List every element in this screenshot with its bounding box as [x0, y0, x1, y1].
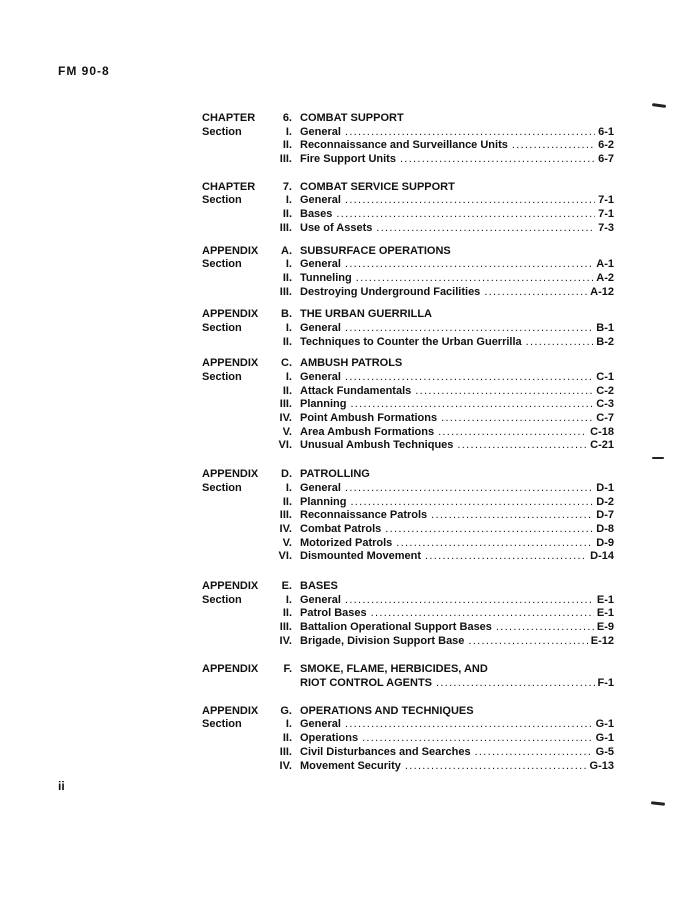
- entry-title[interactable]: Destroying Underground Facilities: [300, 285, 481, 298]
- toc-block: [202, 580, 614, 648]
- toc-entry[interactable]: [202, 677, 614, 691]
- section-number: II.: [282, 208, 292, 221]
- toc-entry[interactable]: [202, 398, 614, 412]
- leader-dots: [425, 550, 587, 564]
- toc-entry[interactable]: [202, 412, 614, 426]
- leader-dots: [350, 496, 593, 510]
- entry-title[interactable]: Planning: [300, 495, 347, 508]
- entry-page[interactable]: G-5: [595, 745, 614, 758]
- section-number: VI.: [278, 550, 292, 563]
- table-of-contents: [202, 112, 614, 773]
- division-number: C.: [281, 357, 292, 370]
- toc-entry[interactable]: [202, 760, 614, 774]
- entry-page[interactable]: G-13: [589, 759, 614, 772]
- leader-dots: [475, 746, 593, 760]
- entry-title[interactable]: General: [300, 258, 341, 271]
- entry-page[interactable]: E-9: [596, 621, 614, 633]
- toc-entry[interactable]: [202, 208, 614, 222]
- section-number: III.: [279, 745, 292, 758]
- division-kind: APPENDIX: [202, 468, 259, 481]
- leader-dots: [345, 322, 593, 336]
- division-number: 7.: [282, 180, 292, 193]
- leader-dots: [345, 126, 595, 140]
- section-number: II.: [282, 335, 292, 348]
- leader-dots: [345, 594, 594, 608]
- toc-entry[interactable]: [202, 594, 614, 608]
- section-number: II.: [282, 607, 292, 620]
- toc-block: [202, 112, 614, 167]
- entry-title[interactable]: Dismounted Movement: [300, 550, 422, 563]
- toc-entry[interactable]: [202, 635, 614, 649]
- toc-heading-line: [202, 181, 614, 195]
- entry-title[interactable]: General: [300, 194, 341, 207]
- entry-title[interactable]: Point Ambush Formations: [300, 412, 438, 425]
- entry-page[interactable]: C-1: [596, 371, 614, 383]
- entry-title[interactable]: Use of Assets: [300, 221, 373, 234]
- entry-page[interactable]: E-12: [590, 634, 614, 647]
- leader-dots: [376, 222, 595, 236]
- section-number: III.: [279, 398, 292, 411]
- toc-heading-line: [202, 245, 614, 259]
- toc-entry[interactable]: [202, 537, 614, 551]
- section-number: II.: [282, 271, 292, 284]
- entry-title[interactable]: Planning: [300, 398, 347, 411]
- section-number: III.: [279, 621, 292, 633]
- entry-title[interactable]: Reconnaissance Patrols: [300, 509, 428, 522]
- entry-page[interactable]: G-1: [595, 718, 614, 731]
- leader-dots: [345, 482, 593, 496]
- leader-dots: [362, 732, 593, 746]
- entry-title[interactable]: General: [300, 481, 341, 494]
- toc-entry[interactable]: [202, 426, 614, 440]
- entry-page[interactable]: F-1: [597, 677, 614, 690]
- leader-dots: [371, 607, 594, 621]
- toc-entry[interactable]: [202, 336, 614, 350]
- entry-title[interactable]: Battalion Operational Support Bases: [300, 621, 492, 633]
- entry-title[interactable]: Movement Security: [300, 759, 401, 772]
- entry-page[interactable]: B-1: [596, 321, 614, 334]
- toc-entry[interactable]: [202, 222, 614, 236]
- division-kind: APPENDIX: [202, 663, 259, 676]
- entry-page[interactable]: C-2: [596, 384, 614, 397]
- toc-entry[interactable]: [202, 496, 614, 510]
- section-number: III.: [279, 509, 292, 522]
- entry-title[interactable]: Combat Patrols: [300, 522, 382, 535]
- division-kind: CHAPTER: [202, 112, 256, 124]
- division-kind: APPENDIX: [202, 308, 259, 321]
- leader-dots: [345, 194, 595, 208]
- toc-entry[interactable]: [202, 126, 614, 140]
- toc-entry[interactable]: [202, 550, 614, 564]
- entry-page[interactable]: C-7: [596, 412, 614, 425]
- toc-entry[interactable]: [202, 371, 614, 385]
- section-number: III.: [279, 153, 292, 166]
- entry-title[interactable]: Fire Support Units: [300, 153, 396, 166]
- division-kind: APPENDIX: [202, 579, 259, 592]
- section-number: IV.: [279, 522, 292, 535]
- section-label: Section: [202, 593, 242, 606]
- leader-dots: [345, 371, 593, 385]
- section-number: I.: [285, 321, 292, 334]
- toc-heading-line: [202, 308, 614, 322]
- division-heading[interactable]: SMOKE, FLAME, HERBICIDES, AND: [300, 663, 488, 676]
- toc-heading-line: [202, 663, 614, 677]
- section-number: I.: [285, 718, 292, 731]
- toc-heading-line: [202, 468, 614, 482]
- toc-entry[interactable]: [202, 621, 614, 635]
- toc-entry[interactable]: [202, 732, 614, 746]
- division-heading[interactable]: SUBSURFACE OPERATIONS: [300, 244, 451, 257]
- leader-dots: [415, 385, 593, 399]
- section-number: IV.: [279, 634, 292, 647]
- section-number: IV.: [279, 412, 292, 425]
- division-heading[interactable]: THE URBAN GUERRILLA: [300, 308, 432, 321]
- section-number: II.: [282, 384, 292, 397]
- entry-page[interactable]: D-1: [596, 481, 614, 494]
- section-label: Section: [202, 321, 242, 334]
- division-kind: APPENDIX: [202, 704, 259, 717]
- leader-dots: [400, 153, 595, 167]
- leader-dots: [436, 677, 595, 691]
- leader-dots: [484, 286, 587, 300]
- division-heading[interactable]: COMBAT SERVICE SUPPORT: [300, 180, 455, 193]
- entry-title[interactable]: Unusual Ambush Techniques: [300, 439, 454, 452]
- section-label: Section: [202, 258, 242, 271]
- section-number: III.: [279, 221, 292, 234]
- entry-page[interactable]: 7-1: [598, 208, 614, 221]
- entry-title[interactable]: Bases: [300, 208, 333, 221]
- toc-entry[interactable]: [202, 139, 614, 153]
- entry-page[interactable]: A-12: [590, 285, 614, 298]
- leader-dots: [457, 439, 587, 453]
- section-number: I.: [285, 125, 292, 138]
- entry-page[interactable]: D-2: [596, 495, 614, 508]
- toc-heading-line: [202, 357, 614, 371]
- division-number: E.: [281, 579, 292, 592]
- section-label: Section: [202, 194, 242, 207]
- toc-entry[interactable]: [202, 718, 614, 732]
- entry-page[interactable]: A-2: [596, 271, 614, 284]
- section-number: VI.: [278, 439, 292, 452]
- division-heading[interactable]: AMBUSH PATROLS: [300, 357, 403, 370]
- leader-dots: [350, 398, 593, 412]
- section-number: II.: [282, 732, 292, 745]
- entry-page[interactable]: A-1: [596, 258, 614, 271]
- toc-entry[interactable]: [202, 153, 614, 167]
- entry-page[interactable]: 6-2: [598, 139, 614, 152]
- toc-entry[interactable]: [202, 272, 614, 286]
- entry-page[interactable]: 7-1: [598, 194, 614, 207]
- toc-block: [202, 357, 614, 453]
- leader-dots: [345, 258, 593, 272]
- section-number: III.: [279, 285, 292, 298]
- toc-entry[interactable]: [202, 286, 614, 300]
- entry-title[interactable]: RIOT CONTROL AGENTS: [300, 677, 432, 690]
- leader-dots: [526, 336, 594, 350]
- entry-title[interactable]: Brigade, Division Support Base: [300, 634, 465, 647]
- section-number: I.: [285, 194, 292, 207]
- entry-title[interactable]: General: [300, 593, 341, 606]
- entry-page[interactable]: 7-3: [598, 221, 614, 234]
- section-label: Section: [202, 481, 242, 494]
- leader-dots: [438, 426, 587, 440]
- division-kind: APPENDIX: [202, 244, 259, 257]
- entry-page[interactable]: C-21: [590, 439, 614, 452]
- division-heading[interactable]: PATROLLING: [300, 468, 370, 481]
- section-number: IV.: [279, 759, 292, 772]
- entry-page[interactable]: D-14: [590, 550, 614, 563]
- entry-title[interactable]: Civil Disturbances and Searches: [300, 745, 471, 758]
- entry-page[interactable]: D-7: [596, 509, 614, 522]
- entry-page[interactable]: E-1: [596, 593, 614, 606]
- entry-title[interactable]: Motorized Patrols: [300, 536, 393, 549]
- entry-title[interactable]: Area Ambush Formations: [300, 425, 435, 438]
- toc-entry[interactable]: [202, 607, 614, 621]
- leader-dots: [405, 760, 587, 774]
- toc-entry[interactable]: [202, 439, 614, 453]
- division-number: F.: [283, 663, 292, 676]
- toc-entry[interactable]: [202, 746, 614, 760]
- entry-title[interactable]: Techniques to Counter the Urban Guerrilla: [300, 335, 522, 348]
- toc-block: [202, 308, 614, 349]
- leader-dots: [468, 635, 587, 649]
- entry-page[interactable]: B-2: [596, 335, 614, 348]
- scan-mark: [652, 103, 666, 108]
- toc-block: [202, 181, 614, 236]
- entry-page[interactable]: 6-1: [598, 125, 614, 138]
- scan-mark: [651, 801, 665, 805]
- leader-dots: [496, 621, 594, 635]
- section-label: Section: [202, 718, 242, 731]
- toc-heading-line: [202, 112, 614, 126]
- entry-title[interactable]: General: [300, 321, 341, 334]
- entry-title[interactable]: Operations: [300, 732, 359, 745]
- toc-block: [202, 468, 614, 564]
- entry-title[interactable]: General: [300, 371, 341, 383]
- entry-title[interactable]: Tunneling: [300, 271, 352, 284]
- division-number: 6.: [282, 112, 292, 124]
- division-number: G.: [280, 704, 292, 717]
- section-number: V.: [282, 425, 292, 438]
- leader-dots: [336, 208, 595, 222]
- entry-title[interactable]: Patrol Bases: [300, 607, 367, 620]
- leader-dots: [512, 139, 595, 153]
- division-heading[interactable]: COMBAT SUPPORT: [300, 112, 404, 124]
- division-number: B.: [281, 308, 292, 321]
- toc-heading-line: [202, 705, 614, 719]
- entry-page[interactable]: D-8: [596, 522, 614, 535]
- entry-title[interactable]: General: [300, 718, 341, 731]
- section-number: I.: [285, 593, 292, 606]
- entry-title[interactable]: Reconnaissance and Surveillance Units: [300, 139, 508, 152]
- toc-entry[interactable]: [202, 194, 614, 208]
- toc-entry[interactable]: [202, 258, 614, 272]
- toc-entry[interactable]: [202, 523, 614, 537]
- entry-page[interactable]: E-1: [596, 607, 614, 620]
- entry-page[interactable]: 6-7: [598, 153, 614, 166]
- toc-block: [202, 245, 614, 300]
- section-number: I.: [285, 258, 292, 271]
- toc-block: [202, 705, 614, 773]
- division-number: A.: [281, 244, 292, 257]
- leader-dots: [396, 537, 593, 551]
- toc-entry[interactable]: [202, 509, 614, 523]
- section-number: II.: [282, 139, 292, 152]
- section-number: I.: [285, 371, 292, 383]
- toc-entry[interactable]: [202, 385, 614, 399]
- division-heading[interactable]: BASES: [300, 579, 338, 592]
- leader-dots: [356, 272, 594, 286]
- toc-heading-line: [202, 580, 614, 594]
- leader-dots: [441, 412, 593, 426]
- section-number: V.: [282, 536, 292, 549]
- leader-dots: [345, 718, 593, 732]
- entry-title[interactable]: General: [300, 125, 341, 138]
- toc-entry[interactable]: [202, 322, 614, 336]
- division-kind: APPENDIX: [202, 357, 259, 370]
- section-number: I.: [285, 481, 292, 494]
- toc-block: [202, 663, 614, 690]
- section-label: Section: [202, 125, 242, 138]
- scan-mark: [652, 457, 664, 459]
- entry-page[interactable]: D-9: [596, 536, 614, 549]
- leader-dots: [385, 523, 593, 537]
- document-code: FM 90-8: [58, 64, 110, 78]
- section-label: Section: [202, 371, 242, 383]
- toc-entry[interactable]: [202, 482, 614, 496]
- leader-dots: [431, 509, 593, 523]
- entry-page[interactable]: C-18: [590, 425, 614, 438]
- entry-page[interactable]: G-1: [595, 732, 614, 745]
- section-number: II.: [282, 495, 292, 508]
- page-number: ii: [58, 779, 65, 793]
- entry-page[interactable]: C-3: [596, 398, 614, 411]
- division-heading[interactable]: OPERATIONS AND TECHNIQUES: [300, 704, 474, 717]
- entry-title[interactable]: Attack Fundamentals: [300, 384, 412, 397]
- division-number: D.: [281, 468, 292, 481]
- division-kind: CHAPTER: [202, 180, 256, 193]
